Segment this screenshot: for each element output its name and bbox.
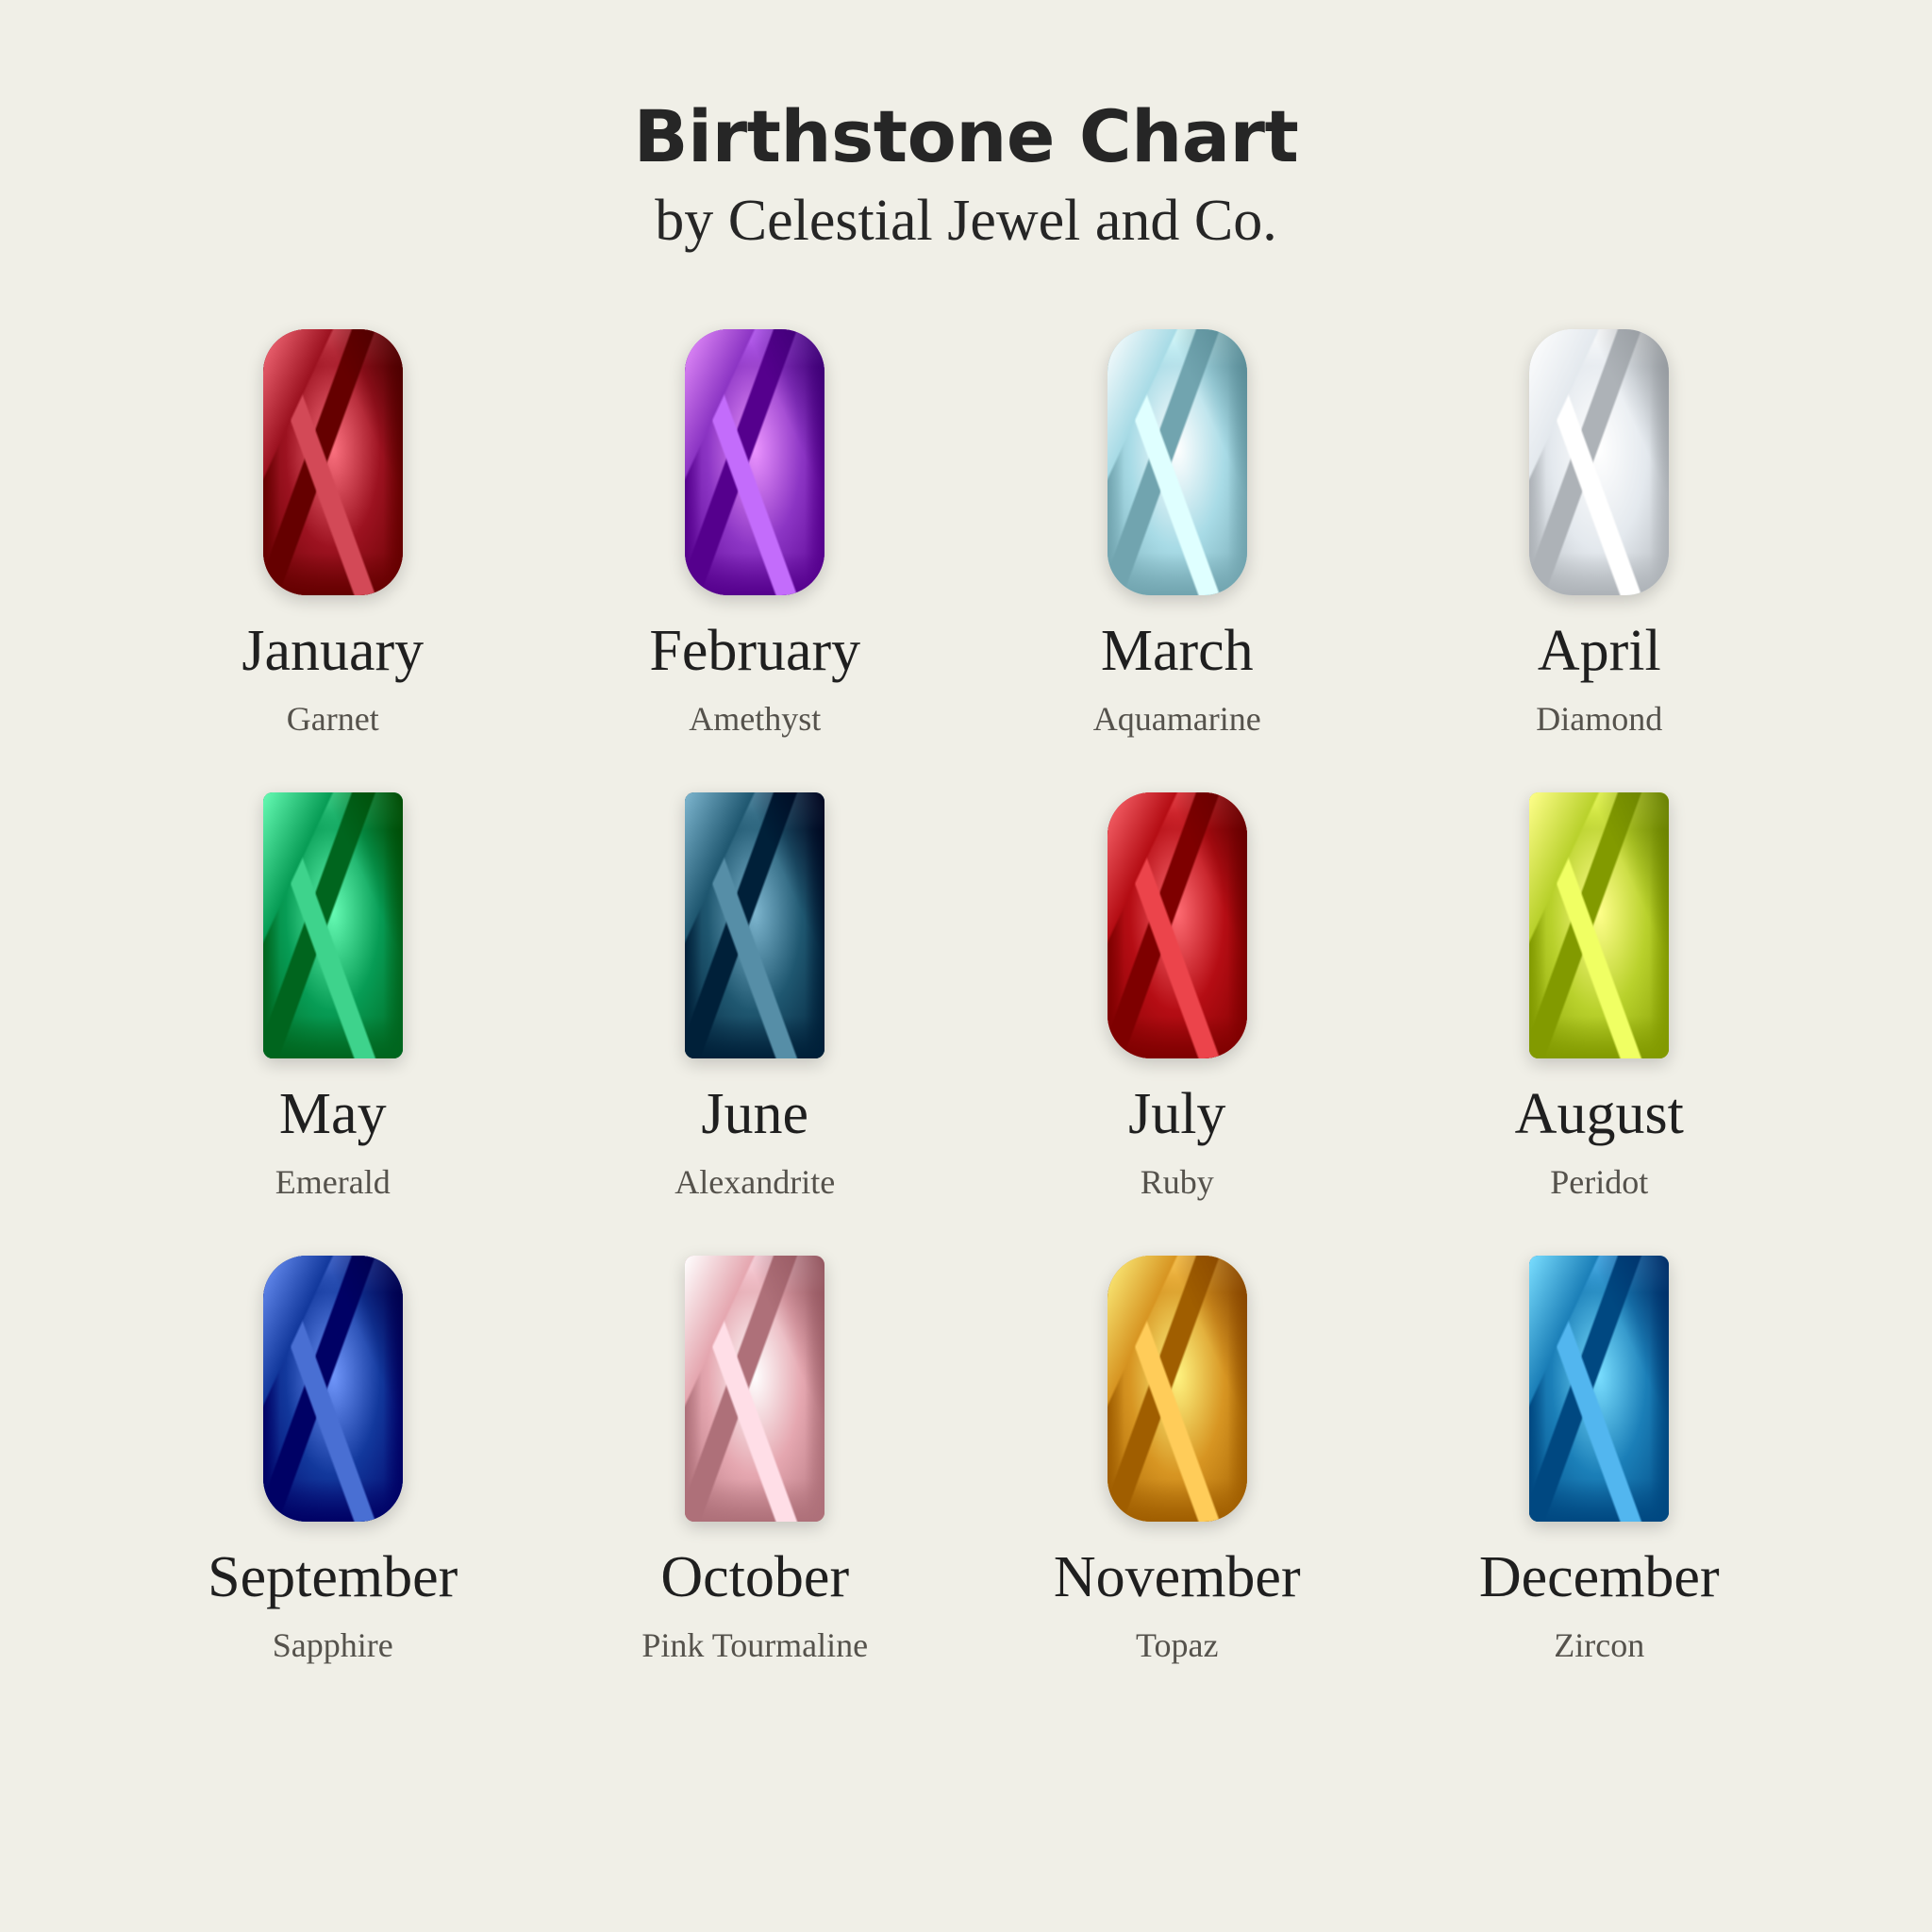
gem-amethyst-icon xyxy=(685,329,824,595)
stone-label: Peridot xyxy=(1550,1163,1649,1202)
stone-label: Topaz xyxy=(1136,1626,1219,1665)
gem-image-wrap xyxy=(1108,321,1247,604)
month-label: February xyxy=(649,619,861,683)
gem-image-wrap xyxy=(263,321,403,604)
gem-pink-tourmaline-icon xyxy=(685,1256,824,1522)
birthstone-cell[interactable] xyxy=(544,321,967,739)
gem-image-wrap xyxy=(685,784,824,1067)
month-label: October xyxy=(660,1545,850,1610)
birthstone-cell[interactable] xyxy=(1389,1247,1811,1665)
page-title: Birthstone Chart xyxy=(633,94,1299,178)
birthstone-cell[interactable] xyxy=(966,784,1389,1202)
month-label: December xyxy=(1478,1545,1720,1610)
birthstone-cell[interactable] xyxy=(122,1247,544,1665)
month-label: January xyxy=(242,619,425,683)
birthstone-cell[interactable] xyxy=(1389,784,1811,1202)
page-subtitle: by Celestial Jewel and Co. xyxy=(655,189,1277,253)
stone-label: Garnet xyxy=(286,700,379,739)
gem-topaz-icon xyxy=(1108,1256,1247,1522)
gem-image-wrap xyxy=(1108,1247,1247,1530)
birthstone-cell[interactable] xyxy=(966,321,1389,739)
month-label: June xyxy=(701,1082,809,1147)
gem-garnet-icon xyxy=(263,329,403,595)
month-label: July xyxy=(1128,1082,1226,1147)
stone-label: Ruby xyxy=(1140,1163,1214,1202)
month-label: May xyxy=(278,1082,387,1147)
month-label: April xyxy=(1537,619,1661,683)
stone-label: Pink Tourmaline xyxy=(641,1626,869,1665)
birthstone-cell[interactable] xyxy=(544,1247,967,1665)
birthstone-cell[interactable] xyxy=(122,321,544,739)
gem-image-wrap xyxy=(263,1247,403,1530)
gem-sapphire-icon xyxy=(263,1256,403,1522)
gem-image-wrap xyxy=(1529,321,1669,604)
birthstone-grid xyxy=(122,321,1810,1665)
gem-image-wrap xyxy=(1529,1247,1669,1530)
birthstone-cell[interactable] xyxy=(1389,321,1811,739)
gem-alexandrite-icon xyxy=(685,792,824,1058)
birthstone-cell[interactable] xyxy=(544,784,967,1202)
stone-label: Diamond xyxy=(1536,700,1663,739)
stone-label: Emerald xyxy=(275,1163,391,1202)
gem-peridot-icon xyxy=(1529,792,1669,1058)
gem-image-wrap xyxy=(263,784,403,1067)
birthstone-cell[interactable] xyxy=(966,1247,1389,1665)
gem-ruby-icon xyxy=(1108,792,1247,1058)
gem-diamond-icon xyxy=(1529,329,1669,595)
stone-label: Sapphire xyxy=(272,1626,393,1665)
birthstone-cell[interactable] xyxy=(122,784,544,1202)
month-label: September xyxy=(208,1545,458,1610)
month-label: November xyxy=(1053,1545,1301,1610)
month-label: August xyxy=(1514,1082,1684,1147)
stone-label: Amethyst xyxy=(689,700,822,739)
gem-image-wrap xyxy=(1108,784,1247,1067)
month-label: March xyxy=(1100,619,1254,683)
gem-image-wrap xyxy=(685,1247,824,1530)
stone-label: Aquamarine xyxy=(1092,700,1261,739)
gem-image-wrap xyxy=(685,321,824,604)
gem-emerald-icon xyxy=(263,792,403,1058)
gem-aquamarine-icon xyxy=(1108,329,1247,595)
gem-zircon-icon xyxy=(1529,1256,1669,1522)
stone-label: Zircon xyxy=(1554,1626,1645,1665)
gem-image-wrap xyxy=(1529,784,1669,1067)
stone-label: Alexandrite xyxy=(675,1163,836,1202)
